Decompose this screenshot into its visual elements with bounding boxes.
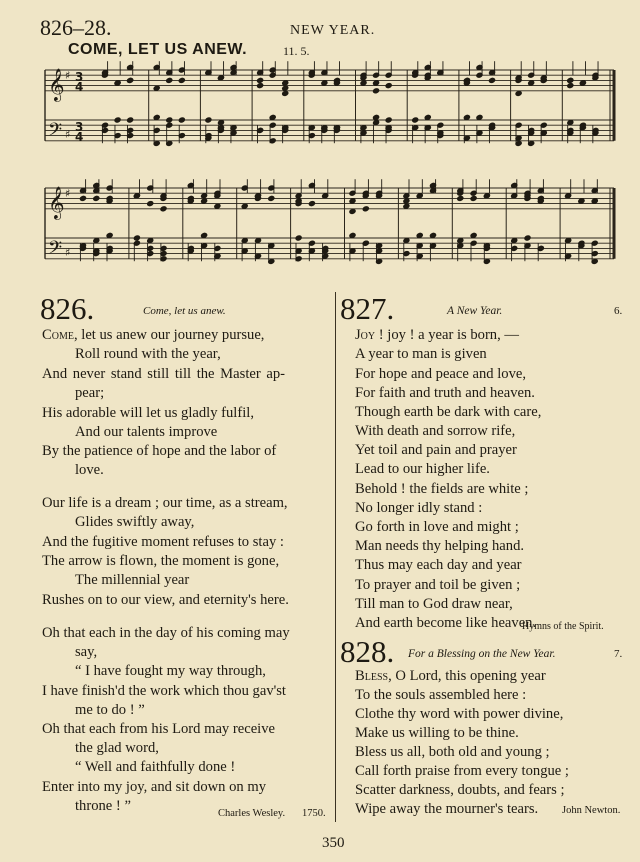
- verse-line: No longer idly stand :: [355, 500, 483, 516]
- verse-line: Bless, O Lord, this opening year: [355, 668, 546, 684]
- note-head: [463, 114, 470, 120]
- verse-line: Thus may each day and year: [355, 557, 522, 573]
- hymn-828-author: John Newton.: [562, 805, 621, 816]
- verse-line: A year to man is given: [355, 346, 487, 362]
- note-head: [349, 232, 356, 238]
- bass-clef-icon: 𝄢: [48, 237, 63, 263]
- verse-line: Behold ! the fields are white ;: [355, 481, 529, 497]
- verse-line: Make us willing to be thine.: [355, 725, 519, 741]
- note-head: [515, 90, 522, 96]
- note-head: [403, 203, 410, 209]
- note-head: [457, 195, 464, 201]
- verse-line: And the fugitive moment refuses to stay :: [42, 534, 284, 550]
- hymn-827-meter: 6.: [614, 305, 623, 317]
- verse-line: Rushes on to our view, and eternity's here.: [42, 592, 289, 608]
- note-head: [373, 120, 380, 126]
- verse-line: With death and sorrow rife,: [355, 423, 516, 439]
- verse-line: His adorable will let us gladly fulfil,: [42, 405, 254, 421]
- verse-line: me to do ! ”: [75, 702, 145, 718]
- hymn-826-title: Come, let us anew.: [143, 305, 226, 317]
- verse-line: I have finish'd the work which thou gav'st: [42, 683, 286, 699]
- verse-line: Yet toil and pain and prayer: [355, 442, 517, 458]
- note-head: [385, 83, 392, 89]
- time-signature-icon: 3: [75, 70, 84, 84]
- time-signature-icon: 4: [75, 130, 84, 144]
- note-head: [403, 238, 410, 244]
- sharp-icon: ♯: [65, 246, 71, 259]
- note-head: [349, 208, 356, 214]
- verse-line: Oh that each from his Lord may receive: [42, 721, 276, 737]
- note-head: [528, 80, 535, 86]
- verse-line: Go forth in love and might ;: [355, 519, 519, 535]
- sharp-icon: ♯: [65, 69, 71, 82]
- hymn-826-number: 826.: [40, 291, 95, 326]
- note-head: [373, 114, 380, 120]
- note-head: [591, 198, 598, 204]
- page-number: 350: [322, 835, 345, 851]
- note-head: [489, 77, 496, 83]
- note-head: [567, 120, 574, 126]
- verse-line: Come, let us anew our journey pursue,: [42, 327, 265, 343]
- verse-line: Our life is a dream ; our time, as a stream,: [42, 495, 288, 511]
- note-head: [412, 117, 419, 123]
- hymn-numbers-range: 826–28.: [40, 15, 112, 40]
- hymn-826-author: Charles Wesley.: [218, 808, 286, 819]
- hymn-827-source: Hymns of the Spirit.: [522, 621, 604, 632]
- note-head: [567, 83, 574, 89]
- verse-line: And never stand still till the Master ap-: [42, 366, 285, 382]
- note-head: [416, 232, 423, 238]
- verse-line: For hope and peace and love,: [355, 366, 527, 382]
- hymn-826-year: 1750.: [302, 808, 326, 819]
- treble-clef-icon: 𝄞: [48, 185, 65, 219]
- column-divider: [335, 292, 336, 822]
- time-signature-icon: 4: [75, 80, 84, 94]
- verse-line: Joy ! joy ! a year is born, —: [355, 327, 519, 343]
- note-head: [373, 80, 380, 86]
- verse-line: By the patience of hope and the labor of: [42, 443, 277, 459]
- note-head: [483, 193, 490, 199]
- verse-line: the glad word,: [75, 740, 159, 756]
- verse-line: Though earth be dark with care,: [355, 404, 542, 420]
- tune-name: COME, LET US ANEW.: [68, 41, 248, 58]
- verse-line: To prayer and toil be given ;: [355, 577, 521, 593]
- note-head: [579, 80, 586, 86]
- note-head: [424, 114, 431, 120]
- hymn-828-meter: 7.: [614, 648, 623, 660]
- note-head: [565, 238, 572, 244]
- verse-line: Bless us all, both old and young ;: [355, 744, 550, 760]
- verse-line: Scatter darkness, doubts, and fears ;: [355, 782, 565, 798]
- note-head: [567, 77, 574, 83]
- verse-line: To the souls assembled here :: [355, 687, 527, 703]
- verse-line: Call forth praise from every tongue ;: [355, 763, 569, 779]
- note-head: [470, 232, 477, 238]
- note-head: [416, 193, 423, 199]
- note-head: [373, 88, 380, 94]
- note-head: [457, 238, 464, 244]
- note-head: [524, 235, 531, 241]
- hymn-827-number: 827.: [340, 291, 395, 326]
- verse-line: Enter into my joy, and sit down on my: [42, 779, 267, 795]
- verse-line: And our talents improve: [75, 424, 218, 440]
- hymn-827-title: A New Year.: [447, 305, 503, 317]
- note-head: [360, 80, 367, 86]
- verse-line: The millennial year: [75, 572, 190, 588]
- tune-meter: 11. 5.: [283, 44, 310, 58]
- note-head: [430, 232, 437, 238]
- hymn-828-number: 828.: [340, 634, 395, 669]
- section-title: NEW YEAR.: [290, 23, 376, 38]
- verse-line: “ I have fought my way through,: [75, 663, 266, 679]
- note-head: [476, 114, 483, 120]
- verse-line: Glides swiftly away,: [75, 514, 195, 530]
- note-head: [385, 117, 392, 123]
- note-head: [403, 198, 410, 204]
- verse-line: “ Well and faithfully done !: [75, 759, 236, 775]
- verse-line: pear;: [75, 385, 105, 401]
- verse-line: And earth become like heaven.: [355, 615, 537, 631]
- verse-line: throne ! ”: [75, 798, 131, 814]
- treble-clef-icon: 𝄞: [48, 67, 65, 101]
- note-head: [403, 193, 410, 199]
- sharp-icon: ♯: [65, 187, 71, 200]
- verse-line: Till man to God draw near,: [355, 596, 513, 612]
- hymn-828-title: For a Blessing on the New Year.: [408, 648, 556, 660]
- verse-line: Lead to our higher life.: [355, 461, 490, 477]
- sharp-icon: ♯: [65, 128, 71, 141]
- note-head: [470, 195, 477, 201]
- verse-line: For faith and truth and heaven.: [355, 385, 535, 401]
- verse-line: Wipe away the mourner's tears.: [355, 801, 539, 817]
- note-head: [565, 193, 572, 199]
- verse-line: say,: [75, 644, 98, 660]
- verse-line: love.: [75, 462, 104, 478]
- time-signature-icon: 3: [75, 120, 84, 134]
- verse-line: Oh that each in the day of his coming may: [42, 625, 290, 641]
- note-head: [511, 238, 518, 244]
- verse-line: Roll round with the year,: [75, 346, 221, 362]
- verse-line: Man needs thy helping hand.: [355, 538, 525, 554]
- note-head: [362, 206, 369, 212]
- note-head: [349, 198, 356, 204]
- verse-line: The arrow is flown, the moment is gone,: [42, 553, 280, 569]
- verse-line: Clothe thy word with power divine,: [355, 706, 564, 722]
- note-head: [578, 198, 585, 204]
- note-head: [511, 193, 518, 199]
- bass-clef-icon: 𝄢: [48, 119, 63, 145]
